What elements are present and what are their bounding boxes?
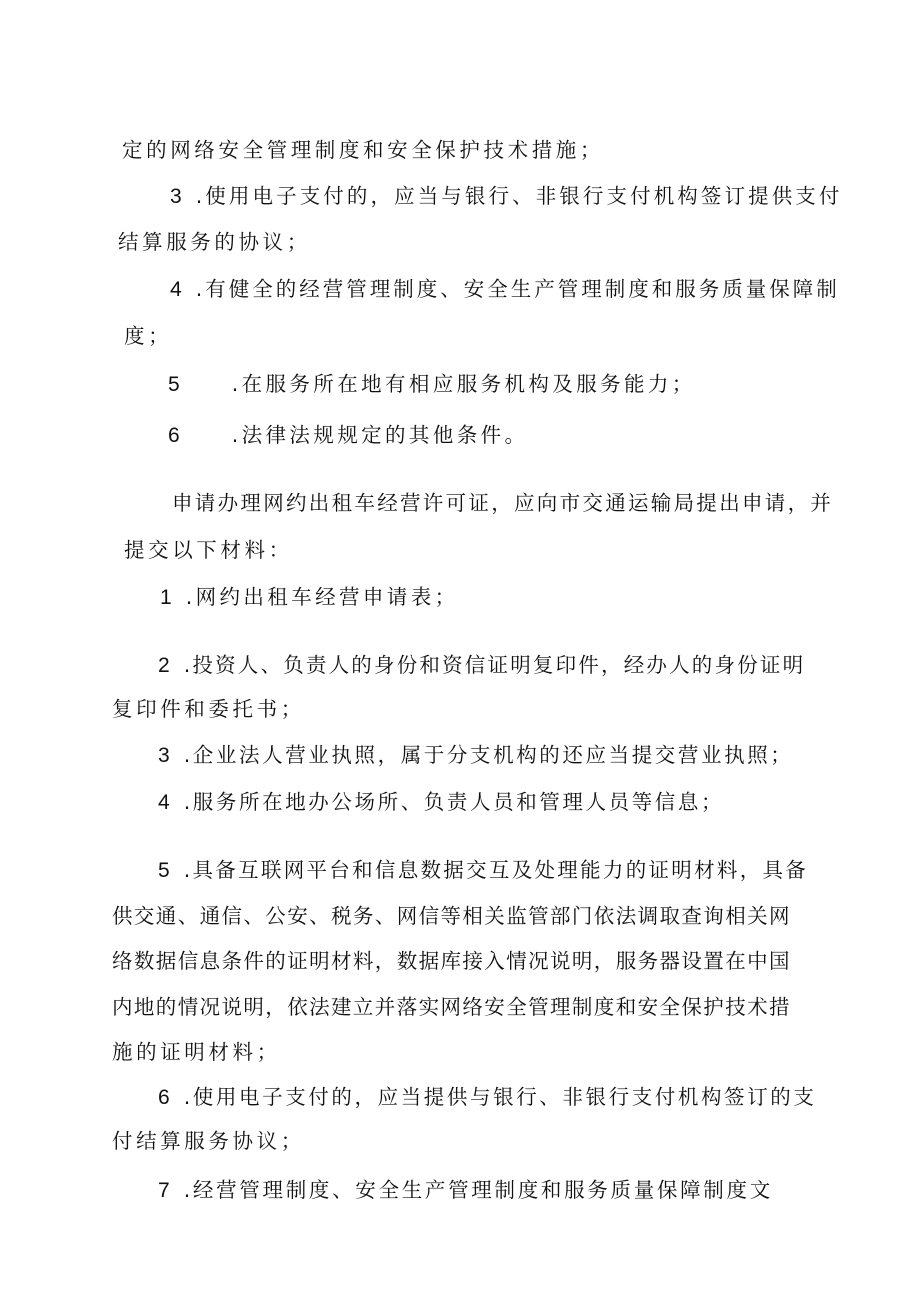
line-text: .法律法规规定的其他条件。	[231, 423, 529, 447]
line-text: 内地的情况说明，依法建立并落实网络安全管理制度和安全保护技术措	[112, 995, 791, 1019]
line-text: .使用电子支付的，应当与银行、非银行支付机构签订提供支付	[195, 184, 843, 208]
list-number: 3	[158, 744, 170, 767]
line-text: .有健全的经营管理制度、安全生产管理制度和服务质量保障制	[195, 277, 840, 301]
text-line	[122, 136, 604, 164]
line-text: .具备互联网平台和信息数据交互及处理能力的证明材料，具备	[183, 858, 809, 882]
line-text: .服务所在地办公场所、负责人员和管理人员等信息；	[183, 790, 725, 814]
list-item-line	[158, 788, 724, 817]
line-text: .网约出租车经营申请表；	[185, 585, 459, 609]
line-text: .使用电子支付的，应当提供与银行、非银行支付机构签订的支	[183, 1085, 817, 1109]
line-text: 付结算服务协议；	[112, 1129, 305, 1153]
list-item-line	[170, 182, 843, 211]
list-number: 4	[170, 278, 182, 301]
list-item-line	[158, 1083, 817, 1112]
list-number: 2	[158, 654, 170, 677]
text-line	[112, 1038, 281, 1066]
line-text: 度；	[124, 324, 173, 348]
list-number: 7	[158, 1179, 170, 1202]
text-line	[124, 322, 172, 350]
list-item-line	[158, 1176, 773, 1205]
line-text: 复印件和委托书；	[112, 697, 305, 721]
line-text: 施的证明材料；	[112, 1040, 281, 1064]
line-text: 提交以下材料：	[124, 538, 293, 562]
line-text: .在服务所在地有相应服务机构及服务能力；	[231, 372, 696, 396]
list-number: 5	[168, 373, 180, 396]
list-number: 4	[158, 791, 170, 814]
list-item-line	[168, 370, 696, 399]
line-text: 申请办理网约出租车经营许可证，应向市交通运输局提出申请，并	[172, 491, 834, 515]
line-text: .经营管理制度、安全生产管理制度和服务质量保障制度文	[183, 1178, 773, 1202]
list-number: 6	[168, 424, 180, 447]
line-text: .投资人、负责人的身份和资信证明复印件，经办人的身份证明	[183, 653, 806, 677]
line-text: 定的网络安全管理制度和安全保护技术措施；	[122, 138, 604, 162]
list-item-line	[158, 651, 805, 680]
list-item-line	[170, 275, 840, 304]
list-number: 5	[158, 859, 170, 882]
line-text: 结算服务的协议；	[118, 230, 311, 254]
list-number: 3	[170, 185, 182, 208]
text-line	[118, 228, 311, 256]
paragraph-line	[172, 489, 833, 517]
text-line	[112, 695, 305, 723]
line-text: .企业法人营业执照，属于分支机构的还应当提交营业执照；	[183, 743, 794, 767]
text-line	[112, 1127, 305, 1155]
list-item-line	[158, 741, 793, 770]
text-line	[124, 536, 293, 564]
list-item-line	[160, 583, 459, 612]
list-number: 6	[158, 1086, 170, 1109]
text-line	[112, 902, 791, 930]
list-item-line	[158, 856, 808, 885]
list-item-line	[168, 421, 528, 450]
text-line	[112, 993, 791, 1021]
text-line	[112, 947, 791, 975]
list-number: 1	[160, 586, 172, 609]
line-text: 供交通、通信、公安、税务、网信等相关监管部门依法调取查询相关网	[112, 904, 791, 928]
line-text: 络数据信息条件的证明材料，数据库接入情况说明，服务器设置在中国	[112, 949, 791, 973]
